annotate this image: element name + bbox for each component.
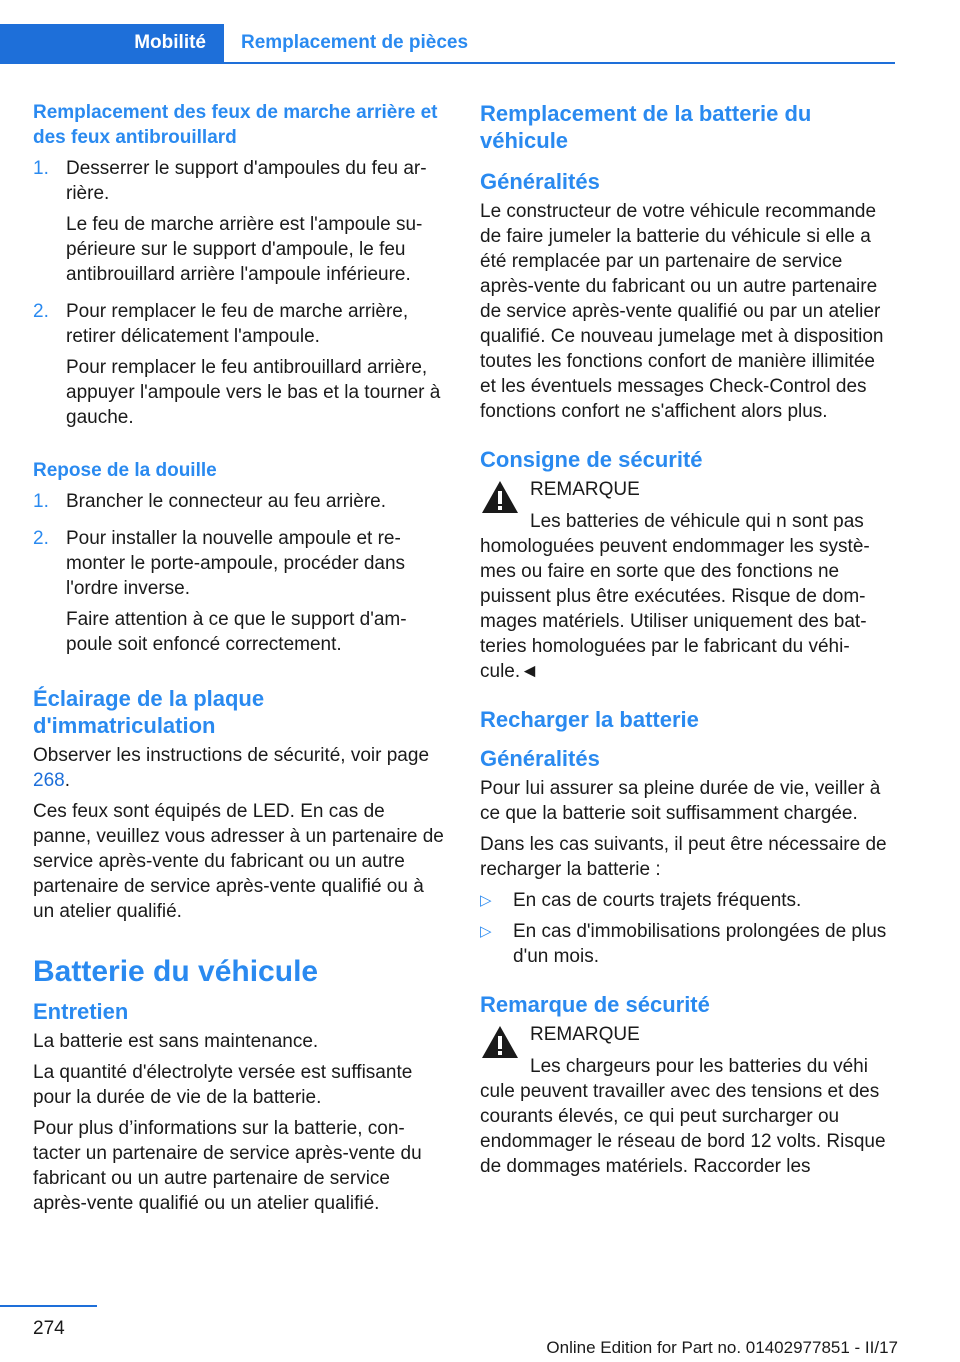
warning-label: REMARQUE [530,1024,640,1045]
step-text: Brancher le connecteur au feu arrière. [66,491,387,512]
step-body [66,526,445,663]
bullet-item [480,919,896,969]
step-number: 1. [33,158,49,179]
maintenance-paragraph-2: La quantité d'électrolyte versée est suffisante pour la durée de vie de la batterie. [33,1062,413,1108]
bullet-list [480,888,896,969]
spacer [480,158,896,168]
recharge-paragraph-1: Pour lui assurer sa pleine durée de vie, veiller à ce que la batterie soit suffisamment chargée. [480,778,881,824]
bullet-item [480,888,896,913]
step-number: 1. [33,491,49,512]
warning-text-rest: cule peuvent travailler avec des tensions et des courants élevés, ce qui peut surcharger ou endommager le réseau de bord 12 volts. Risque de dommages matériels. Raccorder les [480,1081,886,1177]
heading-battery-replacement: Remplacement de la batterie du véhicule [480,101,812,153]
page-header [0,24,895,64]
plate-paragraph-2: Ces feux sont équipés de LED. En cas de panne, veuillez vous adresser à un partenaire de service après-vente du fabricant ou un autre partenaire de service après-vente qualifié ou à un atelier qualifié. [33,801,444,922]
step-text: Le feu de marche arrière est l'ampoule supérieure sur le support d'ampoule, le feu antibrouillard arrière l'ampoule inférieure. [66,214,423,285]
breadcrumb: Remplacement de pièces [241,32,469,53]
spacer [33,669,445,685]
heading-socket: Repose de la douille [33,460,217,481]
edition-note: Online Edition for Part no. 01402977851 - II/17 [546,1338,898,1357]
step-text: Pour installer la nouvelle ampoule et remonter le porte-ampoule, procéder dans l'ordre inverse. [66,528,406,599]
maintenance-paragraph-1: La batterie est sans maintenance. [33,1031,319,1052]
spacer [33,930,445,954]
general-paragraph: Le constructeur de votre véhicule recommande de faire jumeler la batterie du véhicule si elle a été remplacée par un partenaire de service après-vente du fabricant ou un autre partenaire de service après-vente qualifié ou par un atelier qualifié. Ce nouveau jumelage met à disposition toutes les fonctions confort de manière illimitée et les éventuels messages Check-Control des fonctions confort ne s'affichent alors plus. [480,201,884,422]
step-text: Faire attention à ce que le support d'ampoule soit enfoncé correctement. [66,609,407,655]
socket-steps-list [33,489,445,663]
spacer [480,975,896,991]
section-tab [0,24,224,62]
warning-text-first: Les batteries de véhicule qui n sont pas [530,511,864,532]
plate-text: Observer les instructions de sécurité, voir page [33,745,430,766]
heading-general: Généralités [480,169,600,194]
heading-maintenance: Entretien [33,999,129,1024]
warning-icon [480,1024,520,1060]
spacer [480,690,896,706]
page-number: 274 [33,1318,65,1339]
recharge-paragraph-2: Dans les cas suivants, il peut être nécessaire de recharger la batterie : [480,834,887,880]
footer-rule [0,1305,97,1307]
rear-steps-list [33,156,445,436]
right-column [480,100,896,1185]
warning-block-2 [480,1022,896,1179]
warning-icon [480,479,520,515]
step-body [66,299,445,436]
warning-block-1 [480,477,896,684]
heading-recharge: Recharger la batterie [480,707,699,732]
bullet-text: En cas de courts trajets fréquents. [513,890,802,911]
triangle-bullet-icon: ▷ [480,892,492,909]
step-item [33,156,445,293]
step-number: 2. [33,301,49,322]
step-number: 2. [33,528,49,549]
spacer [480,737,896,745]
left-column [33,100,445,1222]
bullet-text: En cas d'immobilisations prolongées de plus d'un mois. [513,921,887,967]
section-label: Mobilité [134,32,206,53]
triangle-bullet-icon: ▷ [480,923,492,940]
step-text: Pour remplacer le feu antibrouillard arrière, appuyer l'ampoule vers le bas et la tourner à gauche. [66,357,441,428]
spacer [33,442,445,458]
warning-text-first: Les chargeurs pour les batteries du véhi [530,1056,868,1077]
maintenance-paragraph-3: Pour plus d’informations sur la batterie, contacter un partenaire de service après-vente du fabricant ou un autre partenaire de service après-vente qualifié ou un atelier qualifié. [33,1118,422,1214]
step-body [66,156,445,293]
spacer [480,430,896,446]
plate-paragraph-1 [33,743,445,793]
heading-safety: Consigne de sécurité [480,447,703,472]
heading-general-2: Généralités [480,746,600,771]
step-item [33,526,445,663]
step-text: Pour remplacer le feu de marche arrière, retirer délicatement l'ampoule. [66,301,409,347]
heading-rear-lights: Remplacement des feux de marche arrière et des feux antibrouillard [33,102,438,148]
step-item [33,299,445,436]
heading-battery: Batterie du véhicule [33,955,319,988]
page-link[interactable]: 268 [33,770,65,791]
heading-plate-light: Éclairage de la plaque d'immatriculation [33,686,265,738]
warning-text-rest: homologuées peuvent endommager les systèmes ou faire en sorte que des fonctions ne puissent plus être exécutées. Risque de dommages matériels. Utiliser uniquement des batteries homologuées par le fabricant du véhicule.◄ [480,536,870,682]
warning-label: REMARQUE [530,479,640,500]
step-item [33,489,445,520]
step-body [66,489,445,520]
step-text: Desserrer le support d'ampoules du feu arrière. [66,158,427,204]
plate-text-end: . [64,770,70,791]
heading-safety-2: Remarque de sécurité [480,992,710,1017]
